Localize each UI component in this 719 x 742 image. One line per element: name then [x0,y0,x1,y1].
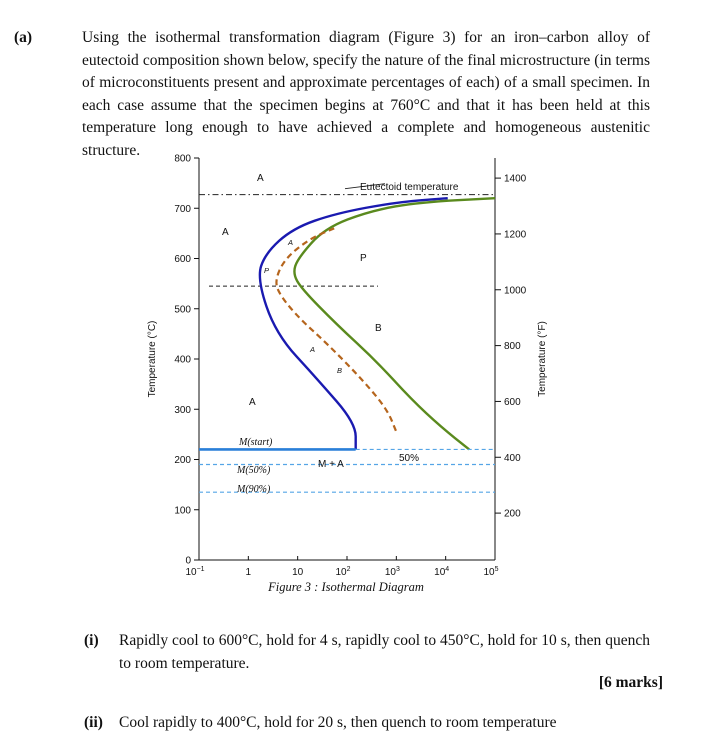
question-text: Using the isothermal transformation diagram (Figure 3) for an iron–carbon alloy of eutectoid composition shown below, specify the nature of the final microstructure (in terms of microconstituents present and approximate percentages of each) of a small specimen. In each case assume that the specimen begins at 760°C and that it has been held at this temperature long enough to have achieved a complete and homogeneous austenitic structure. [82,29,650,159]
curve-label-b: B [337,366,343,375]
x-tick-label: $10^5$ [483,566,499,578]
y-right-tick-label: 1400 [504,173,527,185]
y-left-tick-label: 300 [174,404,191,416]
region-label-p: P [360,253,367,264]
region-label-50: 50% [399,453,420,464]
y-left-tick-label: 600 [174,254,191,265]
m-start-label: M(start) [239,437,273,448]
x-tick-label: 1 [245,567,252,578]
x-tick-label: 10 [292,567,304,578]
y-right-tick-label: 200 [504,508,521,520]
curve-label-p: P [264,266,270,275]
x-tick-label: $10^4$ [434,566,450,578]
region-label-b: B [375,323,382,334]
start-curve [260,198,448,449]
marks-label: [6 marks] [598,674,663,691]
y-axis-title-right: Temperature (°F) [537,321,548,397]
eutectoid-label: Eutectoid temperature [360,182,459,193]
region-label-a-upper: A [222,227,229,238]
y-right-tick-label: 1200 [504,229,527,241]
y-right-tick-label: 1000 [504,285,527,297]
question-label: (a) [14,29,33,46]
part-ii-text: Cool rapidly to 400°C, hold for 20 s, then quench to room temperature [119,714,557,731]
region-label-a-lower: A [249,397,256,408]
y-right-tick-label: 400 [504,452,521,464]
m50-label: M(50%) [237,465,271,476]
y-right-tick-label: 800 [504,341,521,353]
y-left-tick-label: 400 [174,354,191,366]
x-tick-label: $10^2$ [335,566,351,578]
y-left-tick-label: 500 [174,304,191,316]
part-i-text: Rapidly cool to 600°C, hold for 4 s, rapidly cool to 450°C, hold for 10 s, then quench to room temperature. [119,632,650,672]
curve-label-a2: A [310,345,316,354]
curve-label-a1: A [288,238,294,247]
x-tick-label: $10^3$ [384,566,400,578]
y-axis-title-left: Temperature (°C) [147,320,158,398]
y-left-tick-label: 700 [174,203,191,215]
m90-label: M(90%) [237,484,271,495]
x-tick-label: $10^{-1}$ [185,566,205,578]
y-left-tick-label: 200 [174,455,191,466]
figure-caption: Figure 3 : Isothermal Diagram [268,580,424,594]
region-label-a-top: A [257,173,264,184]
y-left-tick-label: 0 [185,555,191,567]
part-i-label: (i) [84,632,99,649]
y-right-tick-label: 600 [504,396,521,408]
y-left-tick-label: 800 [174,153,191,165]
region-label-m-plus-a: M + A [318,459,344,470]
y-left-tick-label: 100 [174,505,191,517]
finish-curve [294,198,495,449]
part-ii-label: (ii) [84,714,103,731]
